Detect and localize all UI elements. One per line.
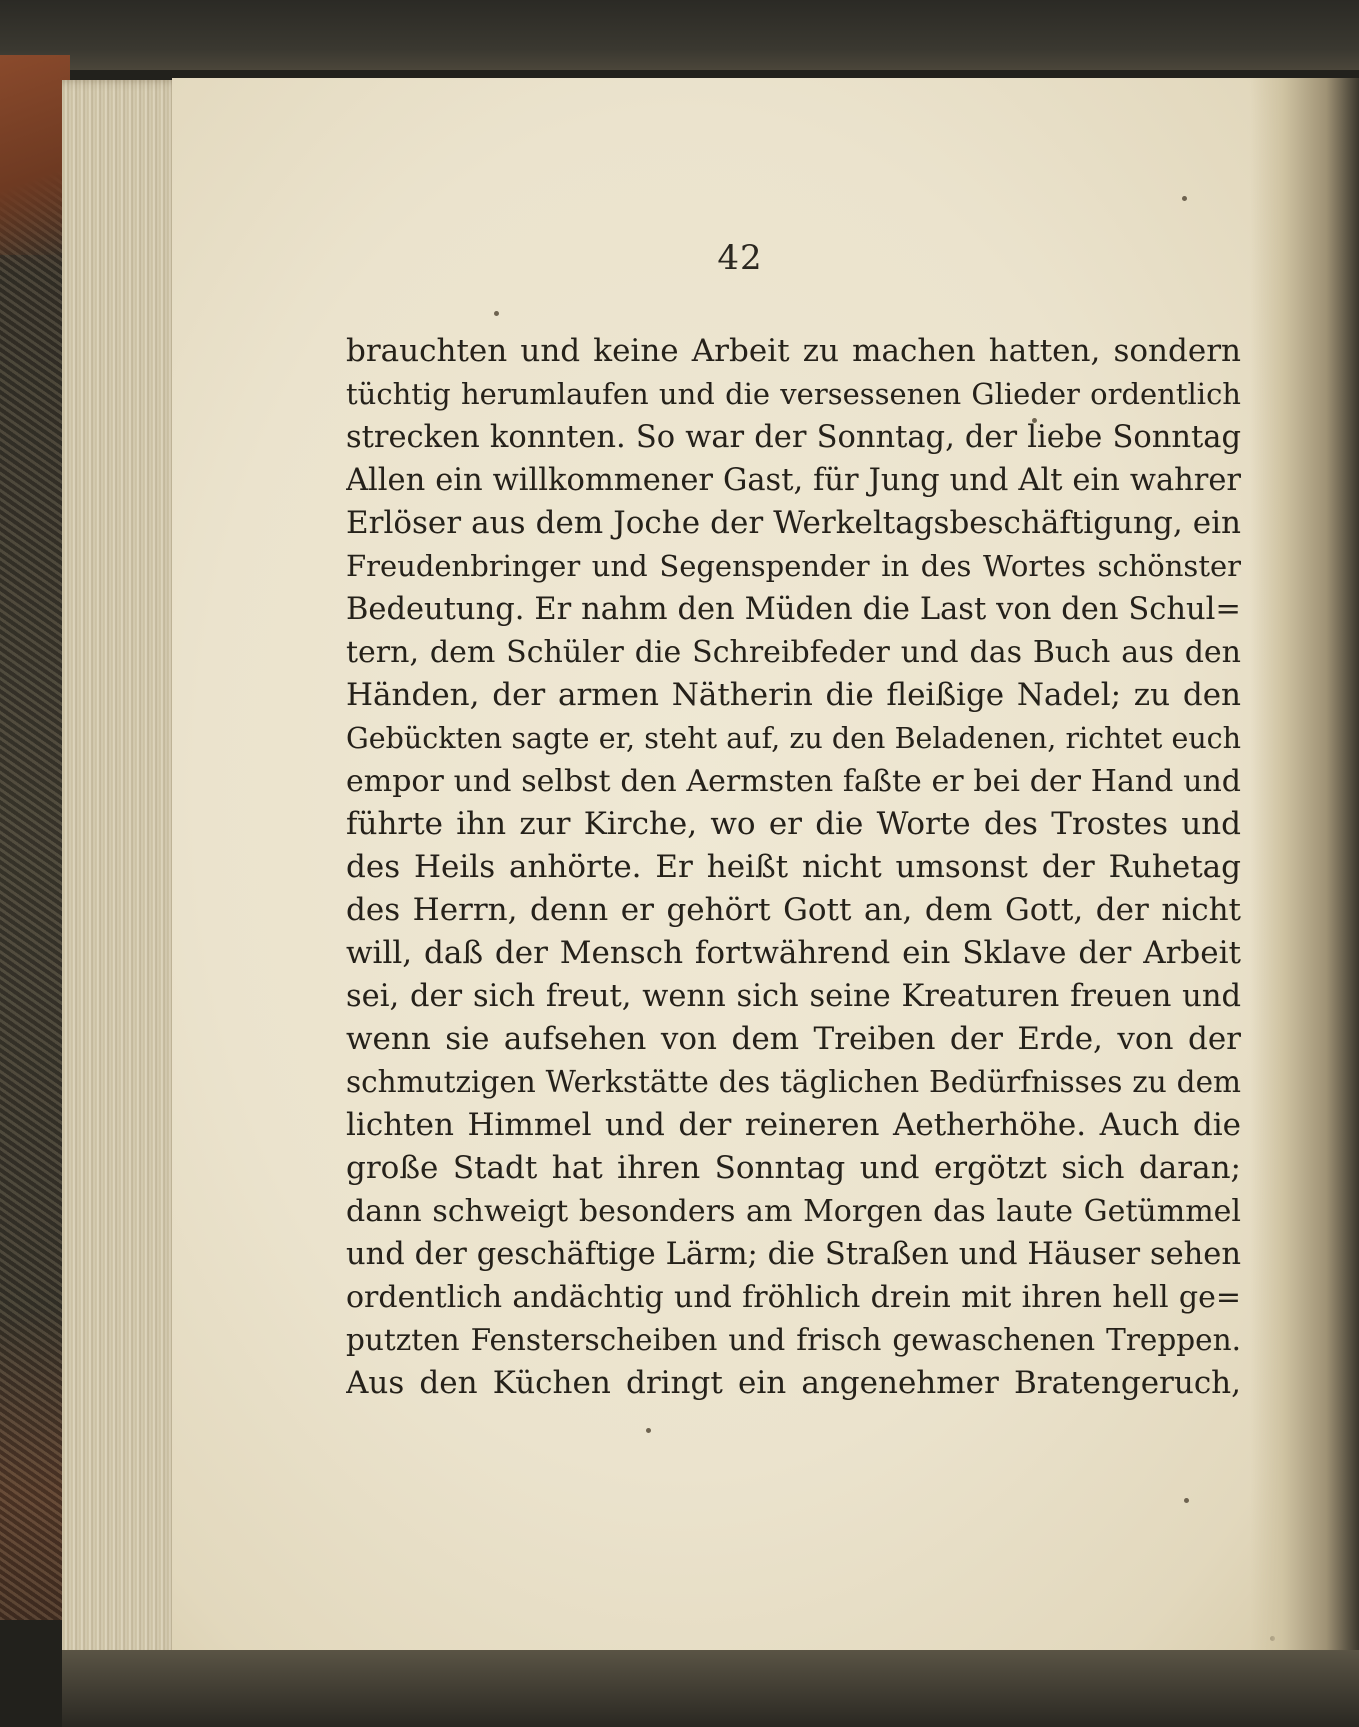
paper-speck xyxy=(646,1428,651,1433)
page-edges xyxy=(62,80,182,1660)
text-line: Händen, der armen Nätherin die fleißige Nadel; zu den xyxy=(346,677,1241,713)
paper-speck xyxy=(494,311,499,316)
text-line: Erlöser aus dem Joche der Werkeltagsbeschäftigung, ein xyxy=(346,505,1241,541)
book-cover xyxy=(0,55,70,1620)
text-line: führte ihn zur Kirche, wo er die Worte des Trostes und xyxy=(346,806,1241,842)
text-line: lichten Himmel und der reineren Aetherhöhe. Auch die xyxy=(346,1107,1241,1143)
binding-top-edge xyxy=(0,0,1359,70)
text-line: Aus den Küchen dringt ein angenehmer Bratengeruch, xyxy=(346,1365,1241,1401)
text-line: tern, dem Schüler die Schreibfeder und das Buch aus den xyxy=(346,635,1241,670)
text-line: Freudenbringer und Segenspender in des Wortes schönster xyxy=(346,549,1241,583)
text-line: schmutzigen Werkstätte des täglichen Bedürfnisses zu dem xyxy=(346,1065,1241,1099)
text-line: des Herrn, denn er gehört Gott an, dem Gott, der nicht xyxy=(346,892,1241,928)
text-line: und der geschäftige Lärm; die Straßen und Häuser sehen xyxy=(346,1237,1241,1272)
text-line: wenn sie aufsehen von dem Treiben der Erde, von der xyxy=(346,1021,1241,1057)
page-number: 42 xyxy=(717,238,763,278)
text-line: sei, der sich freut, wenn sich seine Kreaturen freuen und xyxy=(346,979,1241,1014)
text-line: tüchtig herumlaufen und die versessenen Glieder ordentlich xyxy=(346,377,1241,411)
text-line: brauchten und keine Arbeit zu machen hatten, sondern xyxy=(346,333,1241,369)
page-bottom-edge xyxy=(62,1650,1359,1727)
text-line: empor und selbst den Aermsten faßte er bei der Hand und xyxy=(346,764,1241,799)
leather-corner xyxy=(0,55,70,255)
text-line: große Stadt hat ihren Sonntag und ergötzt sich daran; xyxy=(346,1150,1241,1186)
text-line: Gebückten sagte er, steht auf, zu den Beladenen, richtet euch xyxy=(346,722,1241,755)
text-line: strecken konnten. So war der Sonntag, der liebe Sonntag xyxy=(346,420,1241,455)
page-gutter-shadow xyxy=(1250,78,1359,1668)
text-line: Bedeutung. Er nahm den Müden die Last von den Schul= xyxy=(346,592,1241,627)
text-line: des Heils anhörte. Er heißt nicht umsonst der Ruhetag xyxy=(346,849,1241,885)
text-line: Allen ein willkommener Gast, für Jung und Alt ein wahrer xyxy=(346,463,1241,498)
text-line: dann schweigt besonders am Morgen das laute Getümmel xyxy=(346,1194,1241,1229)
paper-speck xyxy=(1184,1498,1189,1503)
body-text xyxy=(346,330,1241,1405)
paper-speck xyxy=(1182,196,1187,201)
text-line: ordentlich andächtig und fröhlich drein mit ihren hell ge= xyxy=(346,1280,1241,1315)
text-line: putzten Fensterscheiben und frisch gewaschenen Treppen. xyxy=(346,1323,1241,1357)
text-line: will, daß der Mensch fortwährend ein Sklave der Arbeit xyxy=(346,935,1241,971)
